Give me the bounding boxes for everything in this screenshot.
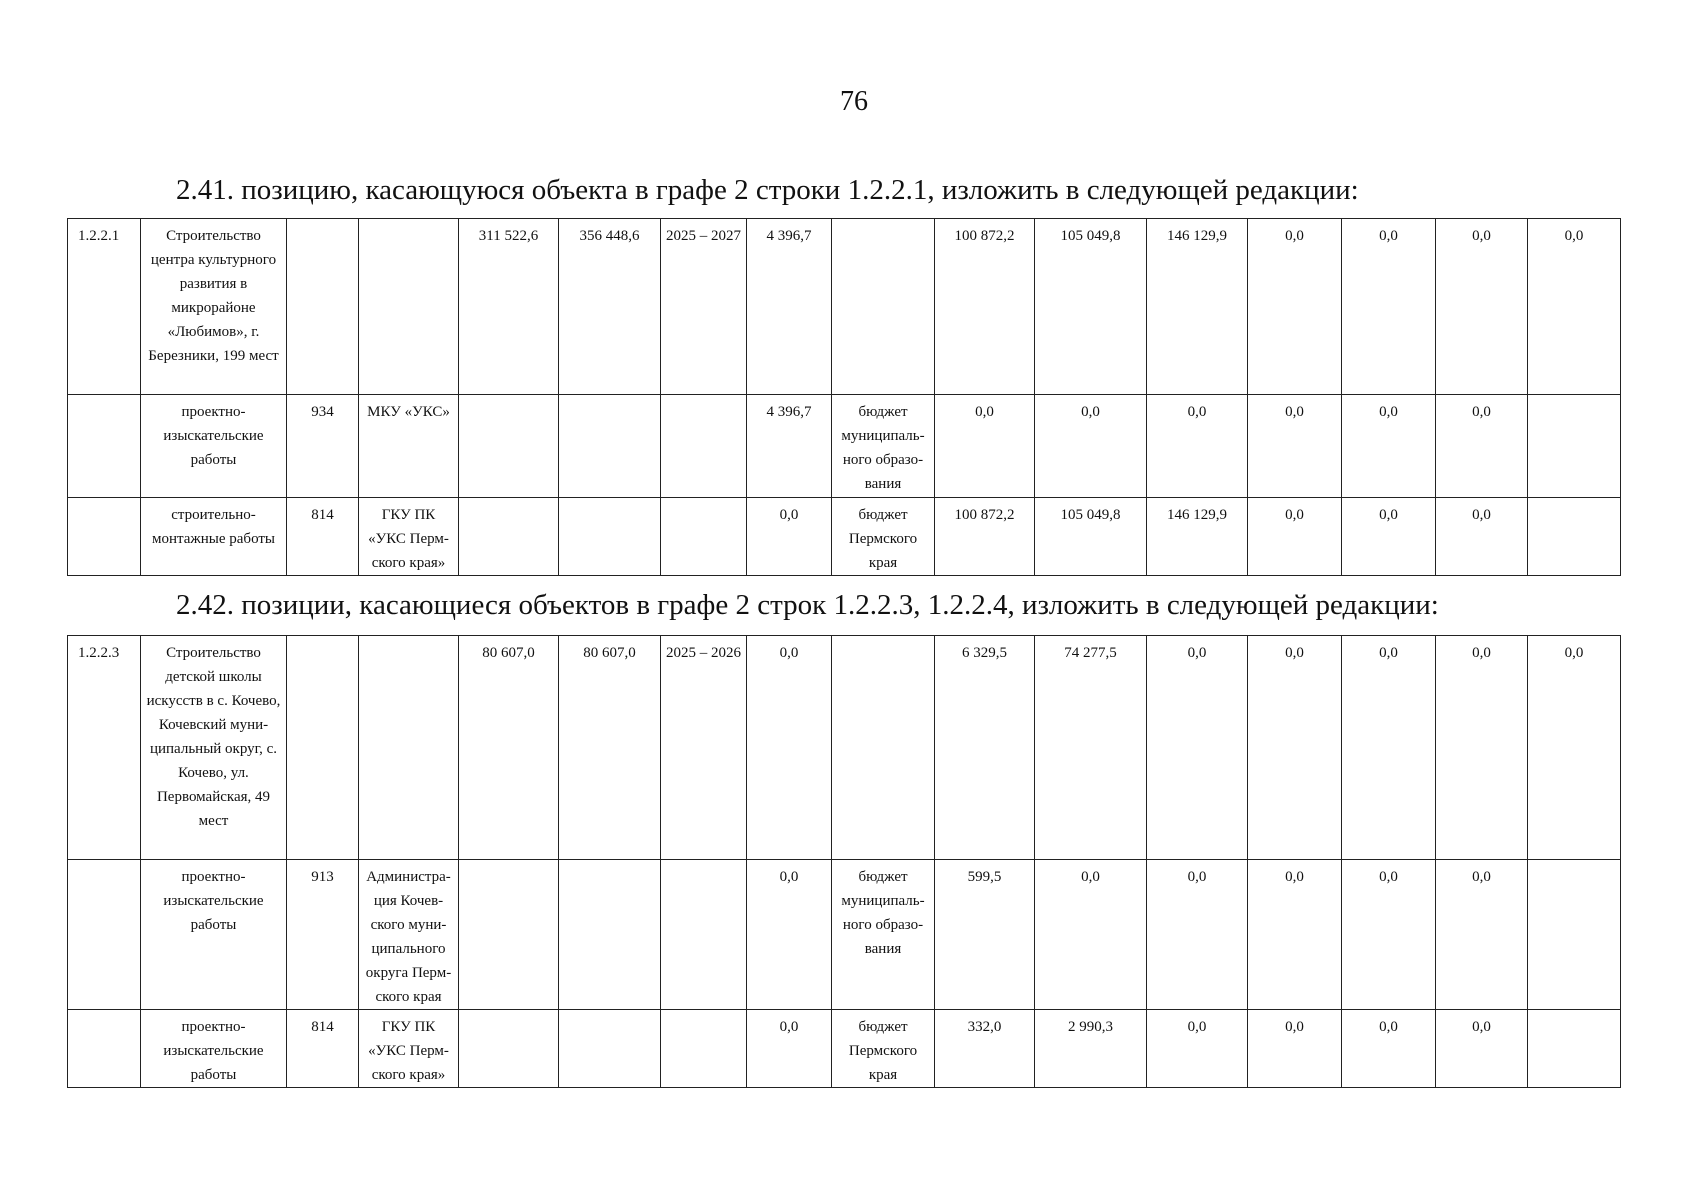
cell-year-2: 105 049,8 (1035, 219, 1147, 395)
cell-organization: ГКУ ПК «УКС Перм-ского края» (359, 498, 459, 576)
cell-cost-2 (559, 395, 661, 498)
cell-value-1: 0,0 (747, 498, 832, 576)
cell-year-5: 0,0 (1342, 395, 1436, 498)
cell-year-4: 0,0 (1248, 1010, 1342, 1088)
cell-year-1: 599,5 (935, 860, 1035, 1010)
cell-year-5: 0,0 (1342, 219, 1436, 395)
cell-year-2: 105 049,8 (1035, 498, 1147, 576)
cell-object-name: Строительство центра культурного развития в микрорайоне «Любимов», г. Березники, 199 мест (141, 219, 287, 395)
cell-year-4: 0,0 (1248, 636, 1342, 860)
cell-year-5: 0,0 (1342, 1010, 1436, 1088)
cell-cost-2 (559, 860, 661, 1010)
cell-cost-1: 80 607,0 (459, 636, 559, 860)
cell-year-5: 0,0 (1342, 498, 1436, 576)
cell-object-name: проектно-изыскательские работы (141, 395, 287, 498)
cell-year-3: 0,0 (1147, 1010, 1248, 1088)
cell-period: 2025 – 2026 (661, 636, 747, 860)
table-row-object (68, 636, 1621, 860)
cell-object-name: проектно-изыскательские работы (141, 860, 287, 1010)
cell-organization (359, 636, 459, 860)
table-row-subitem (68, 395, 1621, 498)
cell-year-1: 100 872,2 (935, 219, 1035, 395)
cell-year-7 (1528, 395, 1621, 498)
table-position-1-2-2-1 (67, 218, 1621, 576)
cell-year-6: 0,0 (1436, 395, 1528, 498)
cell-row-number (68, 1010, 141, 1088)
cell-code (287, 219, 359, 395)
cell-year-3: 146 129,9 (1147, 219, 1248, 395)
cell-value-1: 0,0 (747, 636, 832, 860)
cell-organization: ГКУ ПК «УКС Перм-ского края» (359, 1010, 459, 1088)
cell-period (661, 395, 747, 498)
cell-year-6: 0,0 (1436, 498, 1528, 576)
cell-value-1: 4 396,7 (747, 219, 832, 395)
cell-row-number (68, 860, 141, 1010)
cell-year-7 (1528, 860, 1621, 1010)
cell-object-name: проектно-изыскательские работы (141, 1010, 287, 1088)
cell-year-4: 0,0 (1248, 860, 1342, 1010)
cell-period (661, 1010, 747, 1088)
cell-row-number: 1.2.2.3 (68, 636, 141, 860)
cell-year-6: 0,0 (1436, 860, 1528, 1010)
cell-year-4: 0,0 (1248, 219, 1342, 395)
cell-year-3: 146 129,9 (1147, 498, 1248, 576)
cell-organization: МКУ «УКС» (359, 395, 459, 498)
cell-value-1: 4 396,7 (747, 395, 832, 498)
cell-organization (359, 219, 459, 395)
cell-code: 814 (287, 498, 359, 576)
cell-cost-1 (459, 395, 559, 498)
cell-year-2: 74 277,5 (1035, 636, 1147, 860)
cell-cost-1: 311 522,6 (459, 219, 559, 395)
cell-row-number: 1.2.2.1 (68, 219, 141, 395)
cell-object-name: строительно-монтажные работы (141, 498, 287, 576)
page-number: 76 (840, 86, 868, 117)
cell-funding-source: бюджет муниципаль-ного образо-вания (832, 860, 935, 1010)
cell-year-1: 100 872,2 (935, 498, 1035, 576)
table-position-1-2-2-3 (67, 635, 1621, 1088)
cell-funding-source: бюджет муниципаль-ного образо-вания (832, 395, 935, 498)
cell-organization: Администра-ция Кочев-ского муни-ципального округа Перм-ского края (359, 860, 459, 1010)
cell-year-1: 332,0 (935, 1010, 1035, 1088)
cell-year-1: 0,0 (935, 395, 1035, 498)
cell-year-7: 0,0 (1528, 636, 1621, 860)
cell-period (661, 498, 747, 576)
cell-cost-1 (459, 498, 559, 576)
cell-year-6: 0,0 (1436, 219, 1528, 395)
cell-cost-1 (459, 860, 559, 1010)
cell-cost-2 (559, 1010, 661, 1088)
cell-row-number (68, 395, 141, 498)
cell-funding-source (832, 636, 935, 860)
table-row-subitem (68, 860, 1621, 1010)
cell-year-4: 0,0 (1248, 395, 1342, 498)
cell-row-number (68, 498, 141, 576)
cell-funding-source (832, 219, 935, 395)
cell-cost-1 (459, 1010, 559, 1088)
cell-year-7: 0,0 (1528, 219, 1621, 395)
cell-funding-source: бюджет Пермского края (832, 498, 935, 576)
table-row-object (68, 219, 1621, 395)
table-row-subitem (68, 498, 1621, 576)
cell-code: 814 (287, 1010, 359, 1088)
cell-year-3: 0,0 (1147, 860, 1248, 1010)
table-row-subitem (68, 1010, 1621, 1088)
cell-code: 913 (287, 860, 359, 1010)
cell-funding-source: бюджет Пермского края (832, 1010, 935, 1088)
cell-year-7 (1528, 498, 1621, 576)
cell-value-1: 0,0 (747, 1010, 832, 1088)
cell-code (287, 636, 359, 860)
cell-cost-2: 356 448,6 (559, 219, 661, 395)
cell-year-6: 0,0 (1436, 636, 1528, 860)
cell-year-3: 0,0 (1147, 395, 1248, 498)
cell-year-5: 0,0 (1342, 860, 1436, 1010)
cell-year-5: 0,0 (1342, 636, 1436, 860)
cell-year-2: 2 990,3 (1035, 1010, 1147, 1088)
cell-period (661, 860, 747, 1010)
cell-year-1: 6 329,5 (935, 636, 1035, 860)
section-heading-2-42: 2.42. позиции, касающиеся объектов в графе 2 строк 1.2.2.3, 1.2.2.4, изложить в следующей редакции: (176, 589, 1439, 621)
cell-value-1: 0,0 (747, 860, 832, 1010)
cell-code: 934 (287, 395, 359, 498)
cell-cost-2: 80 607,0 (559, 636, 661, 860)
section-heading-2-41: 2.41. позицию, касающуюся объекта в графе 2 строки 1.2.2.1, изложить в следующей редакции: (176, 174, 1359, 206)
cell-object-name: Строительство детской школы искусств в с. Кочево, Кочевский муни-ципальный округ, с. Кочево, ул. Первомайская, 49 мест (141, 636, 287, 860)
cell-year-7 (1528, 1010, 1621, 1088)
cell-cost-2 (559, 498, 661, 576)
cell-year-4: 0,0 (1248, 498, 1342, 576)
cell-period: 2025 – 2027 (661, 219, 747, 395)
cell-year-6: 0,0 (1436, 1010, 1528, 1088)
cell-year-3: 0,0 (1147, 636, 1248, 860)
cell-year-2: 0,0 (1035, 395, 1147, 498)
cell-year-2: 0,0 (1035, 860, 1147, 1010)
